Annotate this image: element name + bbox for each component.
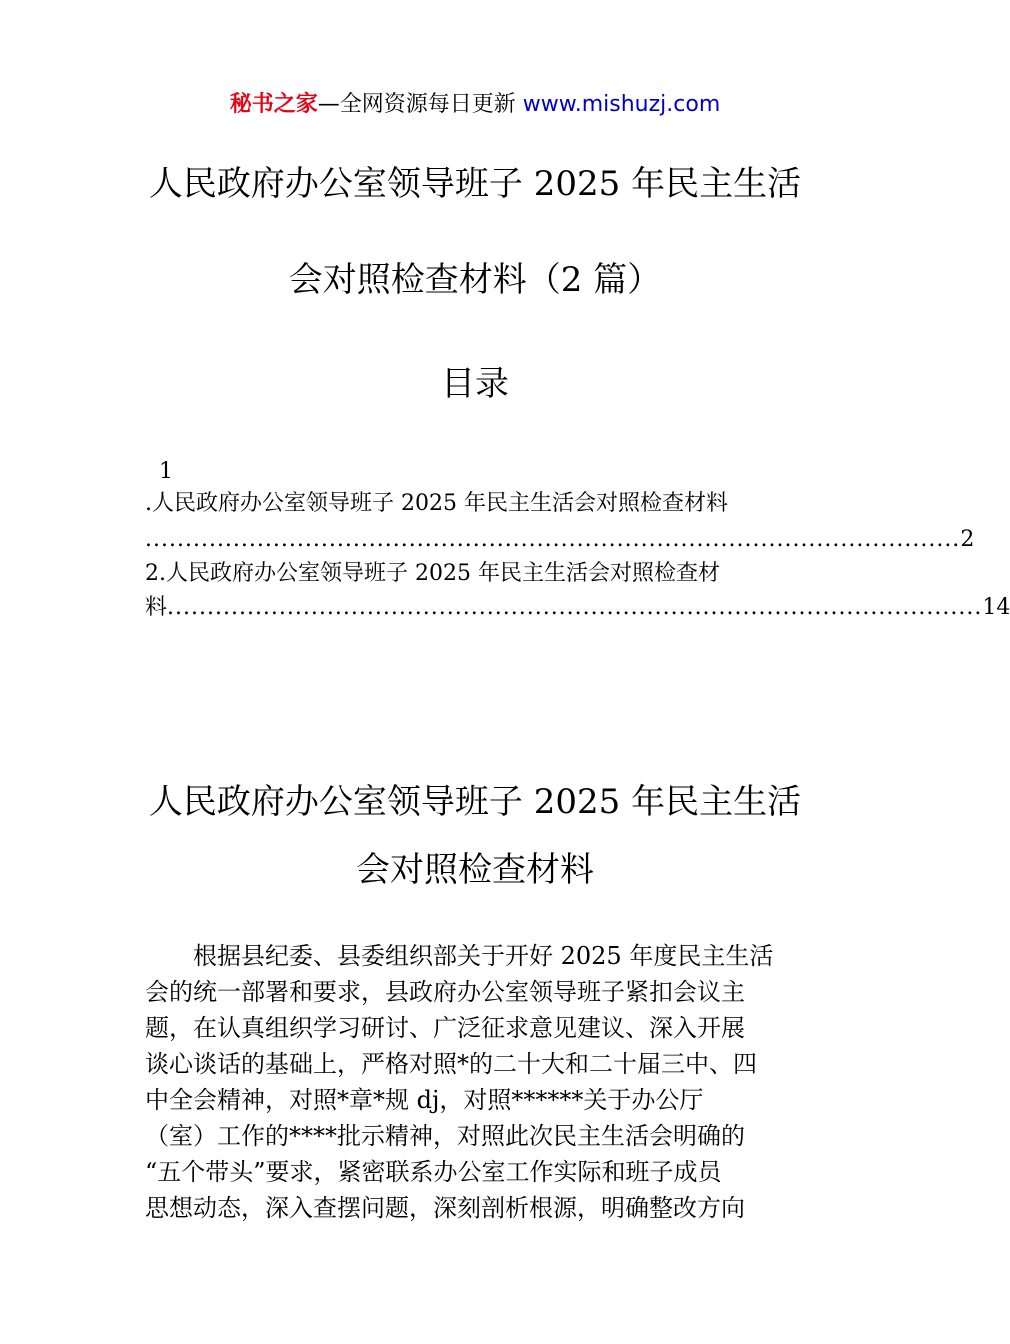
site-url-link[interactable]: www.mishuzj.com: [522, 92, 721, 117]
toc-dot-leader: ......................................................................................................: [145, 527, 961, 552]
body-line: 中全会精神，对照*章*规 dj，对照******关于办公厅: [145, 1086, 704, 1114]
brand-name: 秘书之家: [229, 92, 318, 117]
toc-entry-2-leader[interactable]: [145, 592, 1010, 624]
toc-entry-2-title-cont: 料: [145, 595, 168, 620]
toc-entry-1-title[interactable]: .人民政府办公室领导班子 2025 年民主生活会对照检查材料: [145, 491, 728, 516]
body-line: 会的统一部署和要求，县政府办公室领导班子紧扣会议主: [145, 978, 745, 1006]
article-title-line-2: 会对照检查材料: [356, 850, 594, 890]
document-title-line-1: 人民政府办公室领导班子 2025 年民主生活: [148, 164, 802, 204]
article-title-line-1: 人民政府办公室领导班子 2025 年民主生活: [148, 782, 802, 822]
article-body: [145, 938, 807, 1226]
toc-dot-leader: ......................................................................................................: [167, 595, 983, 620]
body-line: 根据县纪委、县委组织部关于开好 2025 年度民主生活: [145, 942, 774, 970]
document-title-line-2: 会对照检查材料（2 篇）: [288, 260, 662, 300]
body-line: 题，在认真组织学习研讨、广泛征求意见建议、深入开展: [145, 1014, 745, 1042]
site-header: [0, 88, 950, 122]
body-line: 谈心谈话的基础上，严格对照*的二十大和二十届三中、四: [145, 1050, 757, 1078]
toc-entry-2-page: 14: [982, 595, 1010, 620]
toc-entry-1-page: 2: [960, 527, 975, 552]
body-line: （室）工作的****批示精神，对照此次民主生活会明确的: [145, 1122, 745, 1150]
body-line: “五个带头”要求，紧密联系办公室工作实际和班子成员: [145, 1158, 722, 1186]
toc-entry-1-leader[interactable]: [145, 524, 975, 556]
toc-heading: 目录: [441, 364, 509, 404]
body-line: 思想动态，深入查摆问题，深刻剖析根源，明确整改方向: [145, 1194, 745, 1222]
toc-entry-1-number: 1: [159, 459, 173, 484]
toc-entry-2-title[interactable]: 2.人民政府办公室领导班子 2025 年民主生活会对照检查材: [145, 561, 720, 586]
header-tagline: —全网资源每日更新: [317, 92, 523, 117]
